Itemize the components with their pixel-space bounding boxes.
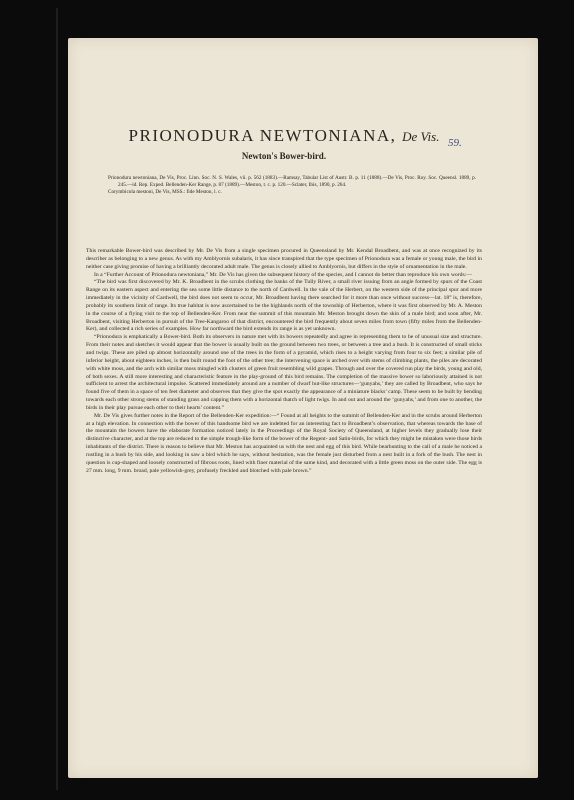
page-title <box>86 126 482 146</box>
synonymy-block <box>108 175 482 196</box>
scan-edge <box>56 8 58 790</box>
species-name: PRIONODURA NEWTONIANA, <box>128 126 397 145</box>
body-paragraph: Mr. De Vis gives further notes in the Report of the Bellenden-Ker expedition:—“ Found at all heights to the summit of Bellenden-Ker and in the scrubs around Herberton at a high elevation. In connection with the bower of this handsome bird we are indebted for an interesting fact to Broadbent’s observation, that whereas towards the base of the mountain the bowers have the elaborate formation noticed lately in the Proceedings of the Royal Society of Queensland, at higher levels they gradually lose their distinctive character, and at the top are reduced to the simple trough-like form of the bower of the Regent- and Satin-birds, for which they might be mistaken were those birds inhabitants of the district. There is reason to believe that Mr. Meston has acquainted us with the nest and egg of this bird. While bearhunting to the call of a male he noticed a rustling in a bush by his side, and looking in saw a bird which he says, without hesitation, was the female just disturbed from a nest built in a fork of the bush. The nest in question is cup-shaped and loosely constructed of fibrous roots, lined with finer material of the same kind, and decorated with a little green moss on the outer side. The egg is 27 mm. long, 9 mm. broad, pale yellowish-grey, profusely freckled and blotched with pale brown.” <box>86 412 482 474</box>
page-number: 59. <box>448 137 462 149</box>
synonymy-entry: Corymbicola mestoni, De Vis, MSS.: fide Meston, l. c. <box>108 189 222 195</box>
body-paragraph: In a “Further Account of Prionodura newtoniana,” Mr. De Vis has given the subsequent history of the species, and I cannot do better than reproduce his own words:— <box>94 271 472 278</box>
body-paragraph: “The bird was first discovered by Mr. K. Broadbent in the scrubs clothing the banks of the Tully River, a small river issuing from an angle formed by spurs of the Coast Range on its eastern aspect and entering the sea some little distance to the north of Cardwell. In the vale of the Herbert, on the western side of the principal spur and more immediately in the vicinity of Cardwell, the bird does not seem to occur, Mr. Broadbent having there searched for it more than once without success—lat. 18° is, therefore, probably its southern limit of range. Its true habitat is now ascertained to be the highlands north of the township of Herberton, where it was first observed by Mr. A. Meston in the course of a flying visit to the top of Bellenden-Ker. From near the summit of this mountain Mr. Meston brought down the skin of a male bird; and soon after, Mr. Broadbent, visiting Herberton in pursuit of the Tree-Kangaroo of that district, encountered the bird frequently about seven miles from town (fifty miles from the Bellenden-Ker), and collected a rich series of examples. How far northward the bird extends its range is as yet unknown. <box>86 279 482 333</box>
synonymy-entry: Prionodura newtoniana, De Vis, Proc. Linn. Soc. N. S. Wales, vii. p. 562 (1883).—Ramsay, Tabular List of Austr. B. p. 11 (1888).—De Vis, Proc. Roy. Soc. Queensl. 1889, p. 245.—id. Rep. Exped. Bellenden-Ker Range, p. 87 (1889).—Meston, t. c. p. 120.—Sclater, Ibis, 1890, p. 264. <box>108 175 476 188</box>
body-paragraph: “Prionodura is emphatically a Bower-bird. Both its observers in nature met with its bowers repeatedly and agree in representing them to be of unusual size and structure. From their notes and sketches it would appear that the bower is usually built on the ground between two trees, or between a tree and a bush. It is constructed of small sticks and twigs. These are piled up almost horizontally around one of the trees in the form of a pyramid, which rises to a height varying from four to six feet; a similar pile of inferior height, about eighteen inches, is then built round the foot of the other tree; the intervening space is arched over with stems of climbing plants, the piles are decorated with white moss, and the arch with similar moss mingled with clusters of green fruit resembling wild grapes. Through and over the covered run play the birds, young and old, of both sexes. A still more interesting and characteristic feature in the play-ground of this bird remains. The completion of the massive bower so laboriously attained is not sufficient to arrest the architectural impulse. Scattered immediately around are a number of dwarf hut-like structures—‘gunyahs,’ they are called by Broadbent, who says he found five of them in a space of ten feet diameter and observes that they give the spot exactly the appearance of a miniature blacks’ camp. These seem to be built by bending towards each other strong stems of standing grass and capping them with a horizontal thatch of light twigs. In and out and around the ‘gunyahs,’ and from one to another, the birds in their play pursue each other to their hearts’ content.” <box>86 334 482 411</box>
body-paragraph: This remarkable Bower-bird was described by Mr. De Vis from a single specimen procured in Queensland by Mr. Kendal Broadbent, and was at once recognized by its describer as belonging to a new genus. As with my Amblyornis subalaris, it has since transpired that the type specimen of Prionodura was a female or young male, the bird in neither case giving promise of having a brilliantly decorated adult male. The genus is closely allied to Amblyornis, but differs in the style of ornamentation in the male. <box>86 248 482 270</box>
title-author: De Vis. <box>402 129 440 144</box>
body-text <box>86 248 482 475</box>
common-name: Newton's Bower-bird. <box>241 151 327 161</box>
text-block <box>86 126 482 475</box>
